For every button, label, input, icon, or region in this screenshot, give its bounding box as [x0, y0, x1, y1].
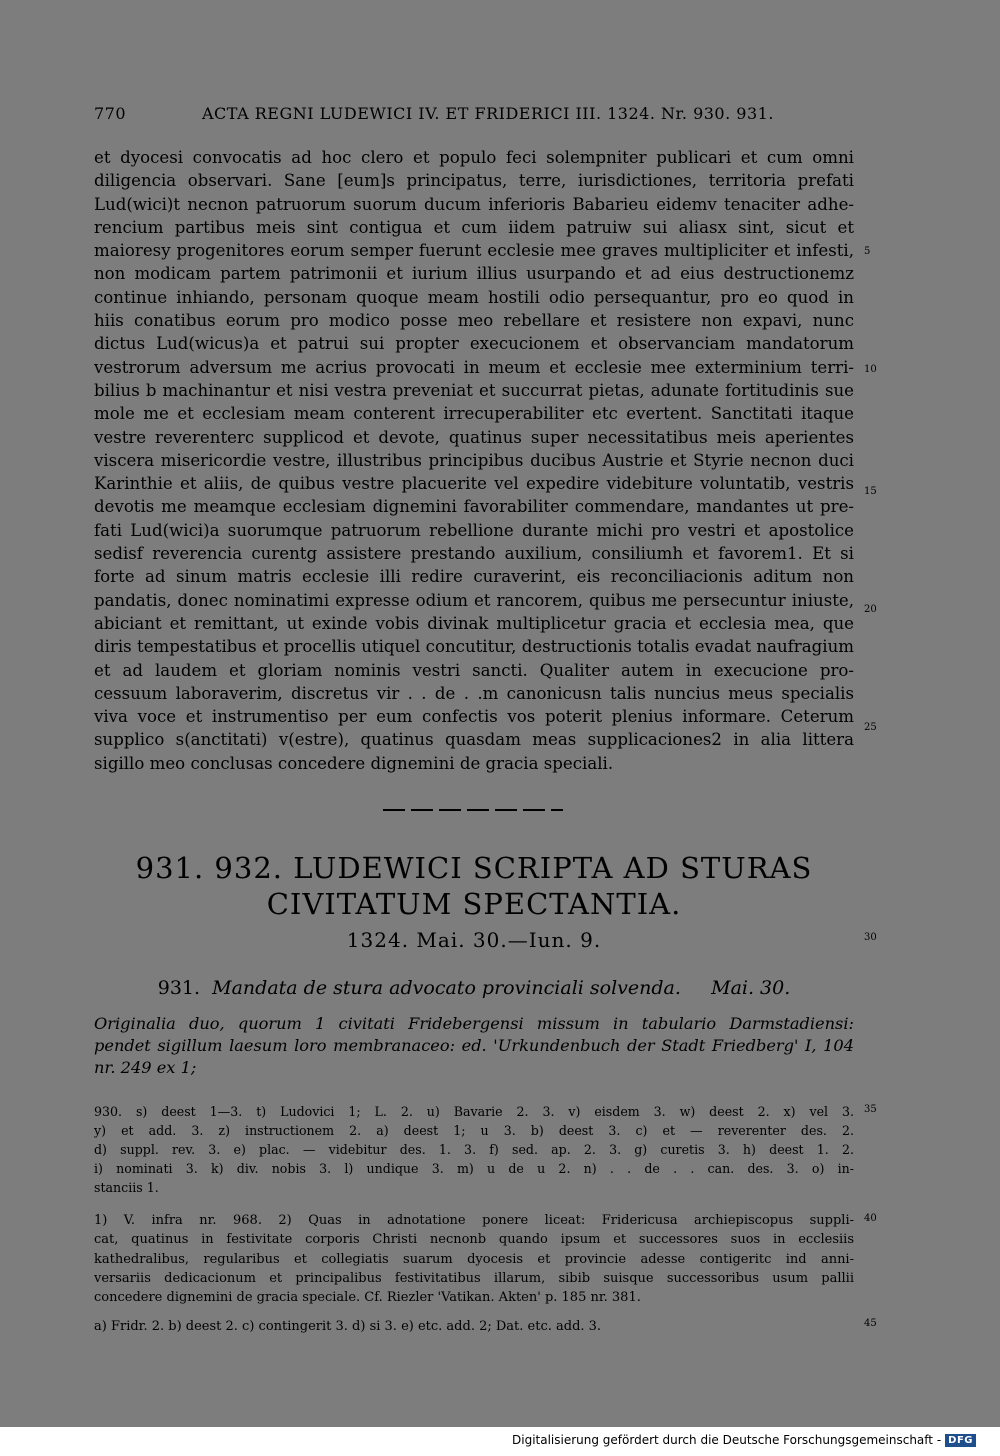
document-heading	[94, 977, 854, 999]
line-number: 5	[864, 246, 871, 257]
line-number: 20	[864, 604, 877, 615]
note-line: y) et add. 3. z) instructionem 2. a) deest 1; u 3. b) deest 3. c) et — reverenter des. 2.	[94, 1123, 854, 1138]
line-number: 15	[864, 486, 877, 497]
footer-attribution	[512, 1433, 976, 1447]
note-line: i) nominati 3. k) div. nobis 3. l) undique 3. m) u de u 2. n) . . de . . can. des. 3. o) in-	[94, 1161, 854, 1176]
source-description	[94, 1013, 854, 1079]
text-line: et ad laudem et gloriam nominis vestri sancti. Qualiter autem in execucione pro-	[94, 660, 854, 680]
footnote-line: versariis dedicacionum et principalibus festivitatibus illarum, sibib suisque successoribus usum pallii	[94, 1270, 854, 1286]
section-subtitle: CIVITATUM SPECTANTIA.	[266, 887, 682, 921]
note-line: d) suppl. rev. 3. e) plac. — videbitur des. 1. 3. f) sed. ap. 2. 3. g) curetis 3. h) deest 1. 2.	[94, 1142, 854, 1157]
text-line: maioresy progenitores eorum semper fuerunt ecclesie mee graves multipliciter et infesti,	[94, 241, 854, 261]
text-line: Lud(wici)t necnon patruorum suorum ducum inferioris Babarieu eidemv tenaciter adhe-	[94, 194, 854, 214]
line-number: 30	[864, 932, 877, 943]
text-line: fati Lud(wici)a suorumque patruorum rebellione durante michi pro vestri et apostolice	[94, 520, 854, 540]
note-line: 930. s) deest 1—3. t) Ludovici 1; L. 2. u) Bavarie 2. 3. v) eisdem 3. w) deest 2. x) vel 3.	[94, 1104, 854, 1119]
footnote-line: 1) V. infra nr. 968. 2) Quas in adnotatione ponere liceat: Fridericusa archiepiscopus suppli-	[94, 1213, 854, 1228]
document-title: Mandata de stura advocato provinciali solvenda.	[212, 977, 681, 999]
section-dates: 1324. Mai. 30.—Iun. 9.	[346, 928, 602, 952]
text-line: abiciant et remittant, ut exinde vobis divinak multiplicetur gracia et ecclesia mea, que	[94, 613, 854, 633]
text-line: cessuum laboraverim, discretus vir . . de . .m canonicusn talis nuncius meus specialis	[94, 683, 854, 703]
section-title: 931. 932. LUDEWICI SCRIPTA AD STURAS	[135, 851, 813, 885]
line-number: 10	[864, 364, 877, 375]
line-number: 40	[864, 1213, 877, 1224]
footnotes	[94, 1211, 854, 1307]
text-line: bilius b machinantur et nisi vestra preveniat et succurrat pietas, adunate fortitudinis sue	[94, 380, 854, 400]
text-line: sedisf reverencia curentg assistere prestando auxilium, consiliumh et favorem1. Et si	[94, 544, 854, 564]
section-separator	[383, 809, 563, 811]
footnote-line: cat, quatinus in festivitate corporis Christi necnonb quando ipsum et successores suos in ecclesiis	[94, 1232, 854, 1248]
text-line: mole me et ecclesiam meam conterent irrecuperabiliter etc evertent. Sanctitati itaque	[94, 404, 854, 424]
text-line: pandatis, donec nominatimi expresse odium et rancorem, quibus me persecuntur iniuste,	[94, 590, 854, 610]
text-line: continue inhiando, personam quoque meam hostili odio persequantur, pro eo quod in	[94, 287, 854, 307]
text-line: vestre reverenterc supplicod et devote, quatinus super necessitatibus meis aperientes	[94, 427, 854, 447]
note-line: stanciis 1.	[94, 1180, 159, 1195]
text-line: vestrorum adversum me acrius provocati in meum et ecclesie mee exterminium terri-	[94, 357, 854, 377]
source-line: nr. 249 ex 1;	[94, 1058, 197, 1077]
text-line: diligencia observari. Sane [eum]s principatus, terre, iurisdictiones, territoria prefati	[94, 171, 854, 191]
variant-notes	[94, 1102, 854, 1197]
line-number: 35	[864, 1104, 877, 1115]
line-number: 25	[864, 722, 877, 733]
text-line: viva voce et instrumentiso per eum confectis vos poterit plenius informare. Ceterum	[94, 707, 854, 727]
text-line: sigillo meo conclusas concedere dignemini de gracia speciali.	[94, 753, 614, 773]
source-line: Originalia duo, quorum 1 civitati Fridebergensi missum in tabulario Darmstadiensi:	[94, 1014, 854, 1033]
dfg-logo: DFG	[945, 1434, 976, 1447]
text-line: viscera misericordie vestre, illustribus principibus ducibus Austrie et Styrie necnon duci	[94, 450, 854, 470]
text-line: dictus Lud(wicus)a et patrui sui propter execucionem et observanciam mandatorum	[94, 334, 854, 354]
footnote-line: concedere dignemini de gracia speciale. Cf. Riezler 'Vatikan. Akten' p. 185 nr. 381.	[94, 1290, 641, 1306]
attribution-text: Digitalisierung gefördert durch die Deutsche Forschungsgemeinschaft -	[512, 1433, 942, 1447]
document-number: 931.	[157, 977, 201, 999]
text-line: non modicam partem patrimonii et iurium illius usurpando et ad eius destructionemz	[94, 264, 854, 284]
text-line: supplico s(anctitati) v(estre), quatinus quasdam meas supplicaciones2 in alia littera	[94, 730, 854, 750]
text-line: Karinthie et aliis, de quibus vestre placuerite vel expedire videbiture voluntatib, vestris	[94, 474, 854, 494]
line-number: 45	[864, 1318, 877, 1329]
text-line: forte ad sinum matris ecclesie illi redire curaverint, eis reconciliacionis aditum non	[94, 567, 854, 587]
text-line: diris tempestatibus et procellis utiquel concutitur, destructionis totalis evadat naufragium	[94, 637, 854, 657]
footnote-line: kathedralibus, regularibus et collegiatis suarum dyocesis et provincie adesse contigeritc ind anni-	[94, 1251, 854, 1267]
text-line: rencium partibus meis sint contigua et cum iidem patruiw sui aliasx sint, sicut et	[94, 217, 854, 237]
source-line: pendet sigillum laesum loro membranaceo: ed. 'Urkundenbuch der Stadt Friedberg' I, 104	[94, 1036, 854, 1055]
document-date: Mai. 30.	[711, 977, 791, 999]
text-line: hiis conatibus eorum pro modico posse meo rebellare et resistere non expavi, nunc	[94, 311, 854, 331]
running-title: ACTA REGNI LUDEWICI IV. ET FRIDERICI III. 1324. Nr. 930. 931.	[202, 104, 774, 123]
sub-footnotes: a) Fridr. 2. b) deest 2. c) contingerit 3. d) si 3. e) etc. add. 2; Dat. etc. add. 3.	[94, 1319, 602, 1334]
text-line: devotis me meamque ecclesiam dignemini favorabiliter commendare, mandantes ut pre-	[94, 497, 854, 517]
page-number: 770	[94, 104, 127, 123]
main-text-block	[94, 146, 854, 775]
text-line: et dyocesi convocatis ad hoc clero et populo feci solempniter publicari et cum omni	[94, 148, 854, 167]
